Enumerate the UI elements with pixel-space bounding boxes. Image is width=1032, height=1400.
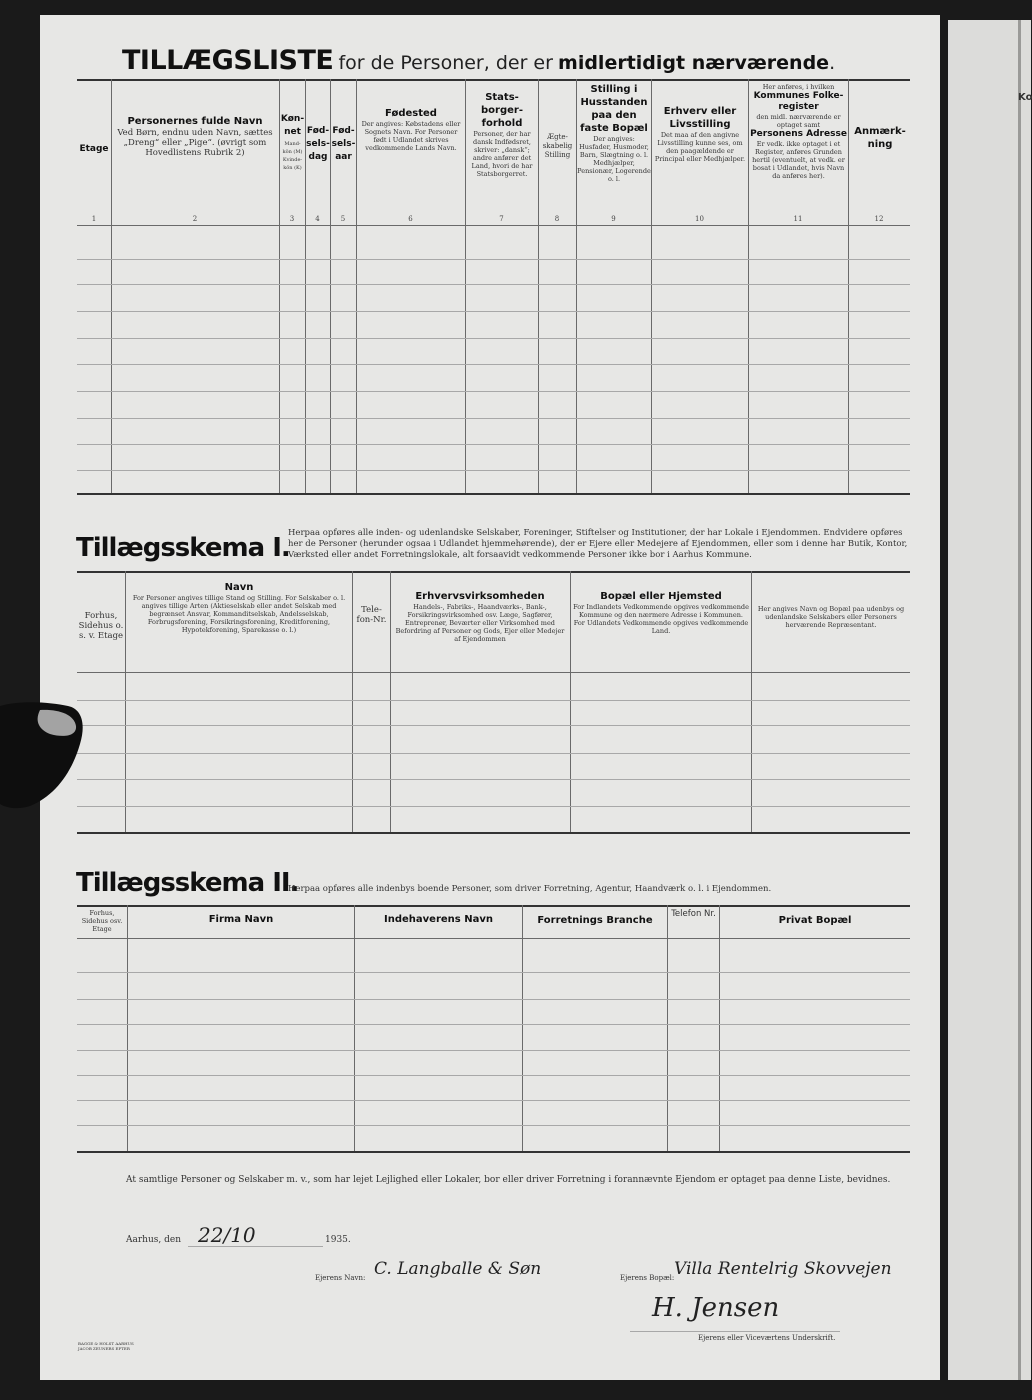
col-number: 5 [340, 215, 346, 223]
owner-name-label: Ejerens Navn: [315, 1274, 366, 1282]
s2-col-firm: Firma Navn [208, 914, 274, 925]
s1-col-residence: Bopæl eller Hjemsted For Indlandets Vedkommende opgives vedkommende Kommune og den nærmere Adresse i Kommunen. For Udlandets Vedkommende opgives vedkommende Land. [573, 591, 749, 635]
col-household: Stilling i Husstanden paa den faste Bopæl Der angives: Husfader, Husmoder, Barn, Slægtning o. l. Medhjælper, Pensionær, Logerende o. l. [577, 84, 651, 183]
thumb-shape [0, 700, 85, 810]
form-title-main: TILLÆGSLISTE [122, 45, 334, 76]
col-number: 6 [408, 215, 413, 223]
col-number: 11 [793, 215, 803, 223]
s1-col-business: Erhvervsvirksomheden Handels-, Fabriks-, Haandværks-, Bank-, Forsikringsvirksomhed osv. Læge, Sagfører, Entreprenør, Beværter eller Virksomhed med Befordring af Personer og Gods, Ejer eller Medejer af Ejendommen [395, 591, 565, 643]
col-marital: Ægte-skabelig Stilling [542, 133, 573, 159]
col-etage: Etage [79, 144, 109, 154]
form-title-text: for de Personer, der er [338, 52, 553, 74]
s1-col-representative: Her angives Navn og Bopæl paa udenbys og udenlandske Selskabers eller Personers herværende Repræsentant. [757, 605, 905, 629]
s1-col-phone: Tele-fon-Nr. [356, 605, 387, 625]
col-number: 2 [192, 215, 198, 223]
printer-imprint: BAGGE & HOLST AARHUS JACOB ZEUNERS EFTER [78, 1341, 134, 1351]
s2-col-private-address: Privat Bopæl [778, 915, 852, 926]
col-number: 7 [499, 215, 504, 223]
col-number: 9 [611, 215, 616, 223]
col-number: 3 [289, 215, 295, 223]
col-number: 4 [315, 215, 320, 223]
col-number: 1 [91, 215, 97, 223]
owner-address-handwritten: Villa Rentelrig Skovvejen [674, 1259, 892, 1279]
col-gender: Køn-net Mand-kön (M) Kvinde-kön (K) [280, 114, 305, 171]
form-page [40, 15, 940, 1380]
schema1-title: Tillægsskema I. [76, 533, 290, 563]
form-title [122, 45, 835, 76]
owner-name-handwritten: C. Langballe & Søn [374, 1259, 542, 1279]
signature-label: Ejerens eller Viceværtens Underskrift. [698, 1334, 836, 1342]
s1-col-location: Forhus, Sidehus o. s. v. Etage [78, 611, 124, 641]
col-birthplace: Fødested Der angives: Købstadens eller Sognets Navn. For Personer født i Udlandet skrives vedkommende Lands Navn. [361, 108, 461, 152]
col-number: 8 [554, 215, 560, 223]
col-number: 12 [874, 215, 884, 223]
col-remarks: Anmærk-ning [854, 126, 906, 150]
certification-text: At samtlige Personer og Selskaber m. v., som har lejet Lejlighed eller Lokaler, bor eller driver Forretning i forannævnte Ejendom er optaget paa denne Liste, bevidnes. [126, 1175, 891, 1185]
schema2-description: Herpaa opføres alle indenbys boende Personer, som driver Forretning, Agentur, Haandværk o. l. i Ejendommen. [288, 884, 772, 894]
schema1-description: Herpaa opføres alle inden- og udenlandske Selskaber, Foreninger, Stiftelser og Institutioner, der har Lokale i Ejendommen. Endvidere opføres her de Personer (herunder ogsaa i Udlandet hjemmehørende), der er Ejere eller Medejere af Ejendommen, eller som i denne har Butik, Kontor, Værksted eller andet Forretningslokale, alt forsaavidt vedkommende Personer ikke bor i Aarhus Kommune. [288, 528, 908, 560]
col-full-name: Personernes fulde Navn Ved Børn, endnu uden Navn, sættes „Dreng“ eller „Pige“. (øvrigt som Hovedlistens Rubrik 2) [117, 116, 273, 158]
s2-col-location: Forhus, Sidehus osv. Etage [81, 909, 123, 933]
s2-col-branch: Forretnings Branche [537, 915, 653, 926]
owner-address-label: Ejerens Bopæl: [620, 1274, 675, 1282]
schema2-title: Tillægsskema II. [76, 868, 299, 898]
col-birth-day: Fød-sels-dag [306, 126, 330, 162]
col-occupation: Erhverv eller Livsstilling Det maa af den angivne Livsstilling kunne ses, om den paagældende er Principal eller Medhjælper. [654, 106, 746, 163]
s2-col-owner: Indehaverens Navn [384, 914, 493, 925]
place-label: Aarhus, den [126, 1235, 181, 1245]
adjacent-page-text: Ko [1018, 92, 1032, 103]
col-citizenship: Stats-borger-forhold Personer, der har dansk Indfødsret, skriver: „dansk“; andre anfører det Land, hvori de har Statsborgerret. [471, 92, 533, 178]
col-registry: Her anføres, i hvilken Kommunes Folke-register den midl. nærværende er optaget samt Personens Adresse Er vedk. ikke optaget i et Register, anføres Grunden hertil (eventuelt, at vedk. er bosat i Udlandet, hvis Navn da anføres her). [750, 83, 847, 180]
adjacent-page [948, 20, 1031, 1380]
form-title-end: . [829, 52, 836, 74]
s1-col-name: Navn For Personer angives tillige Stand og Stilling. For Selskaber o. l. angives tillige Arten (Aktieselskab eller andet Selskab med begrænset Ansvar, Kommanditselskab, Andelsselskab, Forbrugsforening, Forsikringsforening, Kreditforening, Hypotekforening, Sparekasse o. l.) [132, 582, 346, 634]
date-handwritten: 22/10 [198, 1223, 256, 1247]
s2-col-phone: Telefon Nr. [671, 909, 716, 919]
year-label: 1935. [325, 1235, 351, 1245]
col-birth-year: Fød-sels-aar [331, 126, 356, 162]
signature-handwritten: H. Jensen [652, 1293, 780, 1323]
form-title-bold: midlertidigt nærværende [558, 52, 830, 74]
col-number: 10 [695, 215, 704, 223]
